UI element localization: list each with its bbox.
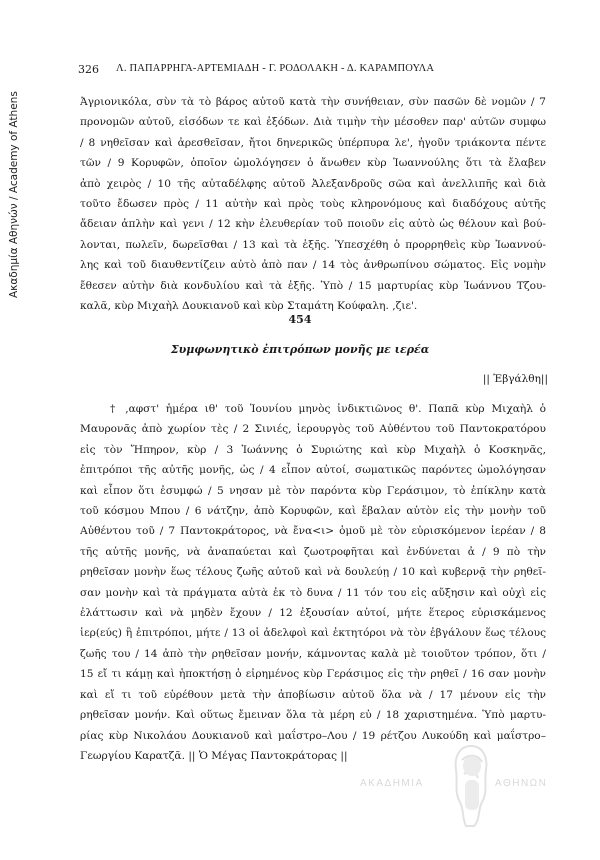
text-line: 15 εἴ τι κάμῃ καὶ ἡποκτήσῃ ὁ εἰρημένος κὺρ Γεράσιμος εἰς τὴν ρηθεῖ / 16 σαν μονὴν	[80, 668, 546, 681]
page-header	[78, 63, 548, 81]
text-line: καὶ εἴ τι τοῦ εὑρέθουν μετὰ τὴν ἀποβίωσιν αὐτοῦ ὅλα νὰ / 17 μένουν εἰς τὴν	[80, 688, 546, 701]
text-line: προνομῶν αὐτοῦ, εἰσόδων τε καὶ ἐξόδων. Διὰ τιμὴν τὴν μέσοθεν παρ' αὐτῶν συμφω	[80, 116, 546, 129]
text-line: ρίας κὺρ Νικολάου Δουκιανοῦ καὶ μαΐστρο–Λου / 19 ρέτζου Λυκούδη καὶ μαΐστρο–	[80, 729, 546, 742]
text-line: ζωῆς του / 14 ἀπὸ τὴν ρηθεῖσαν μονήν, κάμνοντας καλὰ μὲ τοιοῦτον τρόπον, ὅτι /	[80, 647, 546, 660]
text-line: Γεωργίου Καρατζᾶ. || Ὁ Μέγας Παντοκράτορας ||	[80, 749, 348, 762]
text-line: ρηθεῖσαν μονήν. Καὶ οὕτως ἔμειναν ὅλα τὰ μέρη εὐ / 18 χαριστημένα. Ὑπὸ μαρτυ-	[80, 709, 546, 722]
text-line: ρηθεῖσαν μονὴν ἕως τέλους ζωῆς αὐτοῦ καὶ νὰ δουλεύῃ / 10 καὶ κυβερνᾷ τὴν ρηθεῖ-	[80, 566, 546, 579]
text-line: καλᾶ, κὺρ Μιχαὴλ Δουκιανοῦ καὶ κὺρ Σταμάτη Κούφαλη. ,ζιε'.	[80, 300, 418, 313]
text-line: τῶν / 9 Κορυφῶν, ὁποῖον ὡμολόγησεν ὁ ἄνωθεν κὺρ Ἰωαννούλης ὅτι τὰ ἔλαβεν	[80, 157, 546, 170]
text-line: λης καὶ τοῦ διαυθεντίζειν αὐτὸ ἀπὸ παν / 14 τὸς ἀνθρωπίνου σώματος. Εἰς νομὴν	[80, 259, 546, 272]
watermark-text-right: ΑΘΗΝΩΝ	[495, 778, 548, 789]
text-line: τοῦτο ἔδωσεν πρὸς / 11 αὐτὴν καὶ πρὸς τοὺς κληρονόμους καὶ διαδόχους αὐτῆς	[80, 198, 546, 211]
text-line: † ,αφστ' ἡμέρα ιθ' τοῦ Ἰουνίου μηνὸς ἰνδικτιῶνος θ'. Παπᾶ κὺρ Μιχαὴλ ὁ	[110, 403, 546, 415]
document-title: Συμφωνητικὸ ἐπιτρόπων μονῆς με ιερέα	[170, 343, 430, 356]
marginal-note: || Ἐβγάλθη||	[482, 373, 548, 385]
text-line: ἔθεσεν αὐτὴν διὰ κονδυλίου καὶ τὰ ἑξῆς. Ὑπὸ / 15 μαρτυρίας κὺρ Ἰωάννου Τζου-	[80, 279, 546, 292]
text-line: καὶ εἶπον ὅτι ἐσυμφώ / 5 νησαν μὲ τὸν παρόντα κὺρ Γεράσιμον, τὸ ἐπίκλην κατὰ	[80, 484, 546, 497]
side-label	[6, 40, 20, 300]
text-line: εἰς τὸν Ἤπηρον, κὺρ / 3 Ἰωάννης ὁ Συριώτης καὶ κὺρ Μιχαὴλ ὁ Κοσκηνᾶς,	[80, 443, 546, 456]
text-block-previous-document	[80, 92, 546, 316]
text-line: / 8 νηθεῖσαν καὶ ἀρεσθεῖσαν, ἤτοι δηνερικῶς ὑπέρπυρα λε', ἠγοῦν τριάκοντα πέντε	[80, 136, 546, 149]
academy-watermark	[360, 738, 560, 834]
page-number: 326	[78, 63, 99, 76]
text-block-document-454	[80, 399, 546, 766]
athena-seal-icon	[448, 740, 494, 830]
document-number: 454	[288, 313, 312, 326]
text-line: τῆς αὐτῆς μονῆς, νὰ ἀναπαύεται καὶ ζωοτροφῆται καὶ ἐνδύνεται ἀ / 9 πὸ τὴν	[80, 545, 546, 558]
text-line: ἱερ(εύς) ἢ ἐπιτρόποι, μήτε / 13 οἱ ἀδελφοὶ καὶ ἐκτητόροι νὰ τὸν ἐβγάλουν ἕως τέλους	[80, 627, 546, 640]
text-line: ἐπιτρόποι τῆς αὐτῆς μονῆς, ὡς / 4 εἶπον αὐτοί, σωματικῶς παρόντες ὡμολόγησαν	[80, 464, 546, 477]
text-line: ἀπὸ χειρὸς / 10 τῆς αὐταδέλφης αὐτοῦ Ἀλεξανδροῦς σῶα καὶ ἀνελλιπῆς καὶ διὰ	[80, 177, 546, 190]
text-line: λονται, πωλεῖν, δωρεῖσθαι / 13 καὶ τὰ ἑξῆς. Ὑπεσχέθη ὁ προρρηθεὶς κὺρ Ἰωαννού-	[80, 238, 546, 251]
text-line: τοῦ κόσμου Μπου / 6 νάτζην, ἀπὸ Κορυφῶν, καὶ ἔβαλαν αὐτὸν εἰς τὴν μονὴν τοῦ	[80, 505, 546, 518]
running-head: Λ. ΠΑΠΑΡΡΗΓΑ-ΑΡΤΕΜΙΑΔΗ - Γ. ΡΟΔΟΛΑΚΗ - Δ. ΚΑΡΑΜΠΟΥΛΑ	[116, 63, 435, 74]
text-line: σαν μονὴν καὶ τὰ πράγματα αὐτὰ ἐκ τὸ δυνα / 11 τόν του εἰς αὔξησιν καὶ οὐχὶ εἰς	[80, 586, 546, 599]
text-line: Μαυρονᾶς ἀπὸ χωρίον τὲς / 2 Σινιές, ἱερουργὸς τοῦ Αὐθέντου τοῦ Παντοκρατόρου	[80, 423, 546, 436]
text-line: Αὐθέντου τοῦ / 7 Παντοκράτορος, νὰ ἔνα<ι> ὁμοῦ μὲ τὸν εὑρισκόμενον ἱερέαν / 8	[80, 525, 546, 538]
text-line: ἐλάττωσιν καὶ νὰ μηδὲν ἔχουν / 12 ἐξουσίαν αὐτοί, μήτε ἕτερος εὑρισκάμενος	[80, 607, 546, 620]
side-label-text: Ακαδημία Αθηνών / Academy of Athens	[8, 91, 20, 298]
text-line: ἄδειαν ἀπλὴν καὶ γενι / 12 κὴν ἐλευθερίαν τοῦ ποιοῦν εἰς αὐτὸ ὡς θέλουν καὶ βού-	[80, 218, 546, 231]
watermark-text-left: ΑΚΑΔΗΜΙΑ	[360, 778, 424, 789]
text-line: Ἀγριονικόλα, σὺν τὰ τὸ βάρος αὐτοῦ κατὰ τὴν συνήθειαν, σὺν πασῶν δὲ νομῶν / 7	[80, 96, 546, 108]
